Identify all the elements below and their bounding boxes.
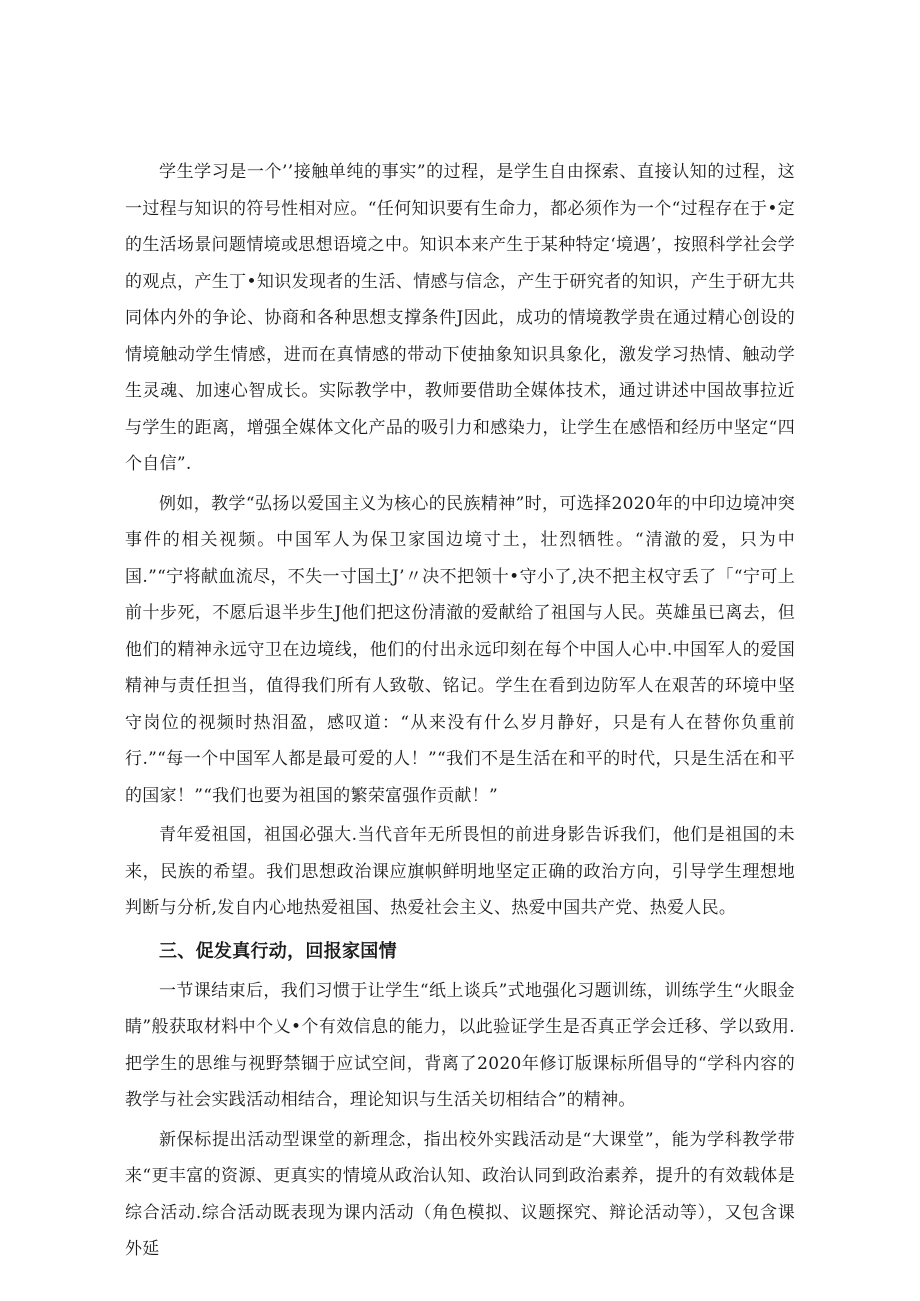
section-heading: 三、促发真行动，回报家国情 bbox=[159, 940, 397, 962]
paragraph-new-curriculum: 新保标提出活动型课堂的新理念，指出校外实践活动是“大课堂”，能为学科教学带来“更丰富的资源、更真实的情境从政治认知、政治认同到政治素养，提升的有效载体是综合活动.综合活动既表现为课内活动（角色模拟、议题探究、辩论活动等），又包含课外延 bbox=[125, 1129, 795, 1259]
paragraph-after-class: 一节课结束后，我们习惯于让学生“纸上谈兵”式地强化习题训练，训练学生“火眼金睛”般获取材料中个乂•个有效信息的能力，以此验证学生是否真正学会迁移、学以致用.把学生的思维与视野禁锢于应试空间，背离了2020年修订版课标所倡导的“学科内容的教学与社会实践活动相结合，理论知识与生活关切相结合”的精神。 bbox=[125, 980, 795, 1110]
paragraph-youth-patriotism: 青年爱祖国，祖国必强大.当代音年无所畏怛的前进身影告诉我们，他们是祖国的未来，民族的希望。我们思想政治课应旗帜鲜明地坚定正确的政治方向，引导学生理想地判断与分析,发自内心地热爱祖国、热爱社会主义、热爱中国共产党、热爱人民。 bbox=[125, 825, 795, 918]
paragraph-situational-teaching: 学生学习是一个’’接触单纯的事实”的过程，是学生自由探索、直接认知的过程，这一过程与知识的符号性相对应。“任何知识要有生命力，都必须作为一个“过程存在于•定的生活场景问题情境或思想语境之中。知识本来产生于某种特定‘境遇’，按照科学社会学的观点，产生丁•知识发现者的生活、情感与信念，产生于研究者的知识，产生于研尢共同体内外的争论、协商和各种思想支撑条件J因此，成功的情境教学贵在通过精心创设的情境触动学生情感，进而在真情感的带动下使抽象知识具象化，激发学习热情、触动学生灵魂、加速心智成长。实际教学中，教师要借助全媒体技术，通过讲述中国故事拉近与学生的距离，增强全媒体文化产品的吸引力和感染力，让学生在感悟和经历中坚定“四个自信”. bbox=[125, 162, 795, 474]
document-page bbox=[125, 154, 795, 1268]
paragraph-example-border-conflict: 例如，教学“弘扬以爱国主义为核心的民族精神”时，可选择2020年的中印边境冲突事件的相关视频。中国军人为保卫家国边境寸土，壮烈牺牲。“清澈的爱，只为中国.”“宁将献血流尽，不失一寸国土J’〃决不把领十•守小了,决不把主权守丢了「“宁可上前十步死，不愿后退半步生J他们把这份清澈的爱献给了祖国与人民。英雄虽已离去，但他们的精神永远守卫在边境线，他们的付出永远印刻在每个中国人心中.中国军人的爱国精神与责任担当，值得我们所有人致敬、铭记。学生在看到边防军人在艰苦的环境中坚守岗位的视频时热泪盈，感叹道：“从来没有什么岁月静好，只是有人在替你负重前行.”“每一个中国军人都是最可爱的人！”“我们不是生活在和平的时代，只是生活在和平的国家！”“我们也要为祖国的繁荣富强作贡献！” bbox=[125, 493, 795, 806]
